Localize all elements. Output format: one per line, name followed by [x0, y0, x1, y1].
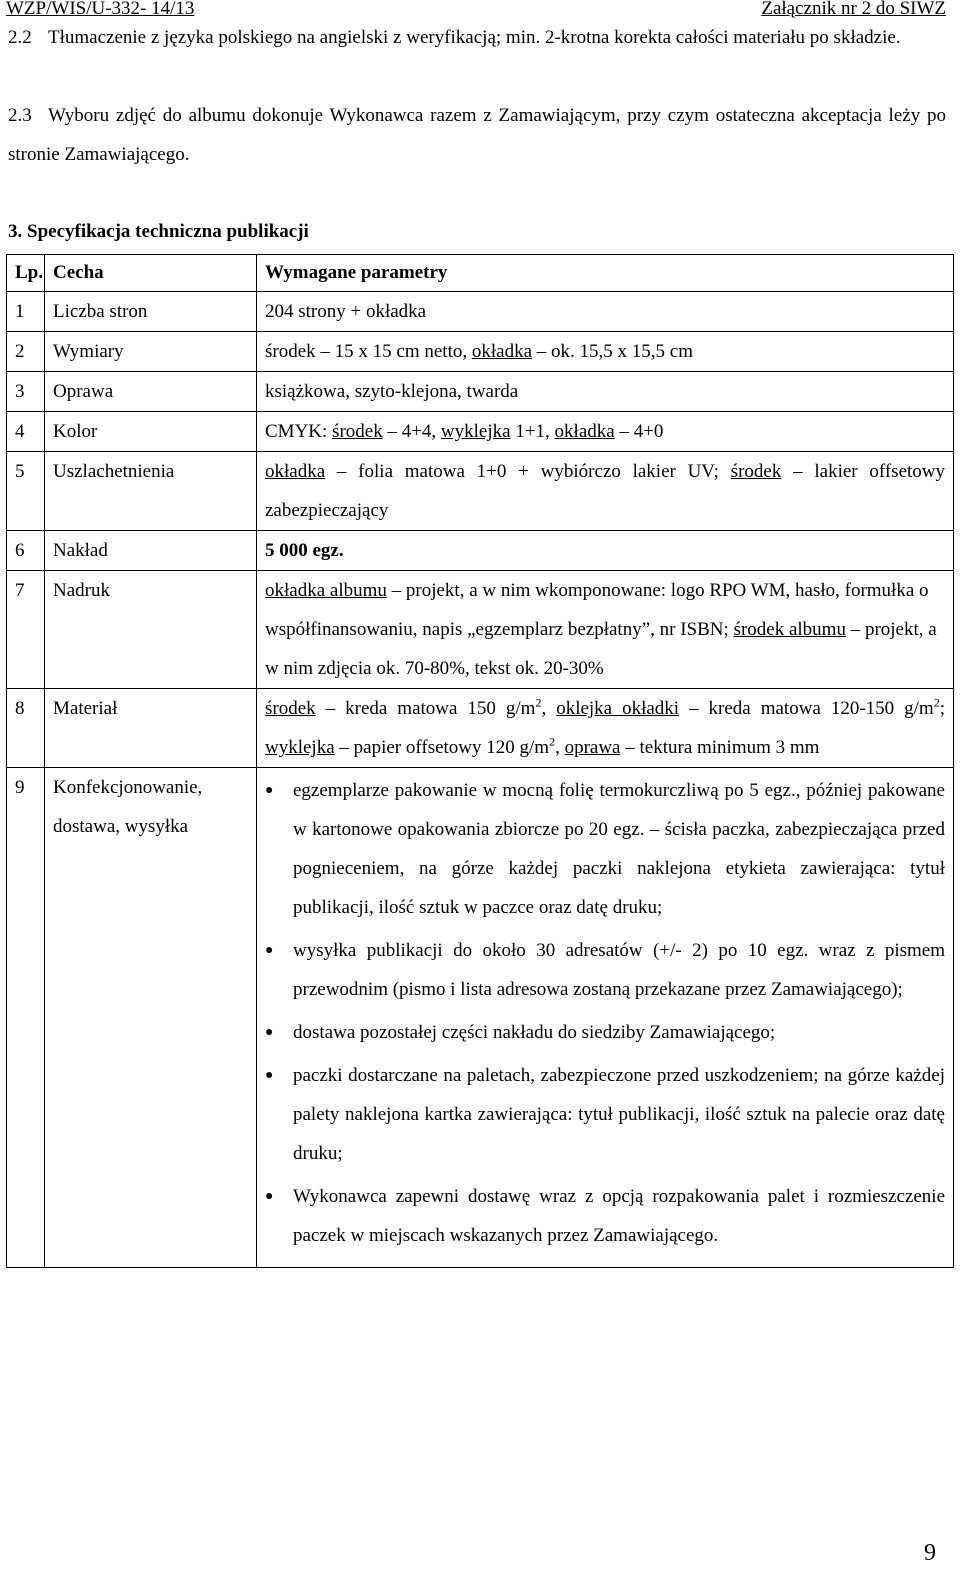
- row-value: okładka – folia matowa 1+0 + wybiórczo lakier UV; środek – lakier offsetowy zabezpieczający: [257, 452, 954, 531]
- table-row: [7, 689, 954, 768]
- section-title: 3. Specyfikacja techniczna publikacji: [8, 221, 309, 242]
- table-row: [7, 571, 954, 689]
- row-lp: 5: [7, 452, 45, 531]
- item-text: Tłumaczenie z języka polskiego na angielski z weryfikacją; min. 2-krotna korekta całości materiału po składzie.: [48, 27, 901, 48]
- header-lp: Lp.: [7, 255, 45, 292]
- table-row: [7, 372, 954, 412]
- table-row: [7, 531, 954, 571]
- header-parameters: Wymagane parametry: [257, 255, 954, 292]
- item-text: Wyboru zdjęć do albumu dokonuje Wykonawca razem z Zamawiającym, przy czym ostateczna akceptacja leży po stronie Zamawiającego.: [8, 105, 946, 165]
- item-2-3: [8, 96, 946, 174]
- row-feature: Materiał: [45, 689, 257, 768]
- list-item: ● dostawa pozostałej części nakładu do siedziby Zamawiającego;: [293, 1013, 945, 1052]
- table-header-row: [7, 255, 954, 292]
- row-feature: Wymiary: [45, 332, 257, 372]
- attachment-label: Załącznik nr 2 do SIWZ: [761, 0, 946, 19]
- spec-table: [6, 254, 954, 1268]
- row-lp: 3: [7, 372, 45, 412]
- row-lp: 4: [7, 412, 45, 452]
- delivery-list: [265, 771, 945, 1255]
- row-value: [257, 768, 954, 1268]
- table-row: [7, 412, 954, 452]
- list-item: ● egzemplarze pakowanie w mocną folię termokurczliwą po 5 egz., później pakowane w kartonowe opakowania zbiorcze po 20 egz. – ścisła paczka, zabezpieczająca przed pognieceniem, na górze każdej paczki naklejona etykieta zawierająca: tytuł publikacji, ilość sztuk w paczce oraz datę druku;: [293, 771, 945, 927]
- row-lp: 9: [7, 768, 45, 1268]
- list-item: ● wysyłka publikacji do około 30 adresatów (+/- 2) po 10 egz. wraz z pismem przewodnim (pismo i lista adresowa zostaną przekazane przez Zamawiającego);: [293, 931, 945, 1009]
- page-number: 9: [924, 1540, 936, 1566]
- row-feature: Liczba stron: [45, 292, 257, 332]
- row-feature: Kolor: [45, 412, 257, 452]
- row-feature: Uszlachetnienia: [45, 452, 257, 531]
- item-2-2: [8, 18, 946, 57]
- list-item: ● Wykonawca zapewni dostawę wraz z opcją rozpakowania palet i rozmieszczenie paczek w miejscach wskazanych przez Zamawiającego.: [293, 1177, 945, 1255]
- row-value: środek – kreda matowa 150 $g/m^2$, oklejka okładki – kreda matowa 120-150 $g/m^2$; wyklejka – papier offsetowy 120 $g/m^2$, oprawa – tektura minimum 3 mm: [257, 689, 954, 768]
- table-row: [7, 292, 954, 332]
- row-value: książkowa, szyto-klejona, twarda: [257, 372, 954, 412]
- row-feature: Nakład: [45, 531, 257, 571]
- row-lp: 6: [7, 531, 45, 571]
- page-header: [6, 0, 946, 20]
- row-value: 204 strony + okładka: [257, 292, 954, 332]
- list-item: ● paczki dostarczane na paletach, zabezpieczone przed uszkodzeniem; na górze każdej palety naklejona kartka zawierająca: tytuł publikacji, ilość sztuk na palecie oraz datę druku;: [293, 1056, 945, 1173]
- row-feature: Oprawa: [45, 372, 257, 412]
- table-row: [7, 768, 954, 1268]
- row-value: środek – 15 x 15 cm netto, okładka – ok. 15,5 x 15,5 cm: [257, 332, 954, 372]
- header-feature: Cecha: [45, 255, 257, 292]
- row-feature: Nadruk: [45, 571, 257, 689]
- row-lp: 8: [7, 689, 45, 768]
- row-feature: Konfekcjonowanie, dostawa, wysyłka: [45, 768, 257, 1268]
- table-row: [7, 452, 954, 531]
- row-value: 5 000 egz.: [257, 531, 954, 571]
- table-row: [7, 332, 954, 372]
- row-value: okładka albumu – projekt, a w nim wkomponowane: logo RPO WM, hasło, formułka o współfinansowaniu, napis „egzemplarz bezpłatny”, nr ISBN; środek albumu – projekt, a w nim zdjęcia ok. 70-80%, tekst ok. 20-30%: [257, 571, 954, 689]
- document-reference: WZP/WIS/U-332- 14/13: [6, 0, 195, 19]
- item-number: 2.3: [8, 105, 32, 126]
- row-lp: 7: [7, 571, 45, 689]
- row-lp: 2: [7, 332, 45, 372]
- row-value: CMYK: środek – 4+4, wyklejka 1+1, okładka – 4+0: [257, 412, 954, 452]
- item-number: 2.2: [8, 27, 32, 48]
- row-lp: 1: [7, 292, 45, 332]
